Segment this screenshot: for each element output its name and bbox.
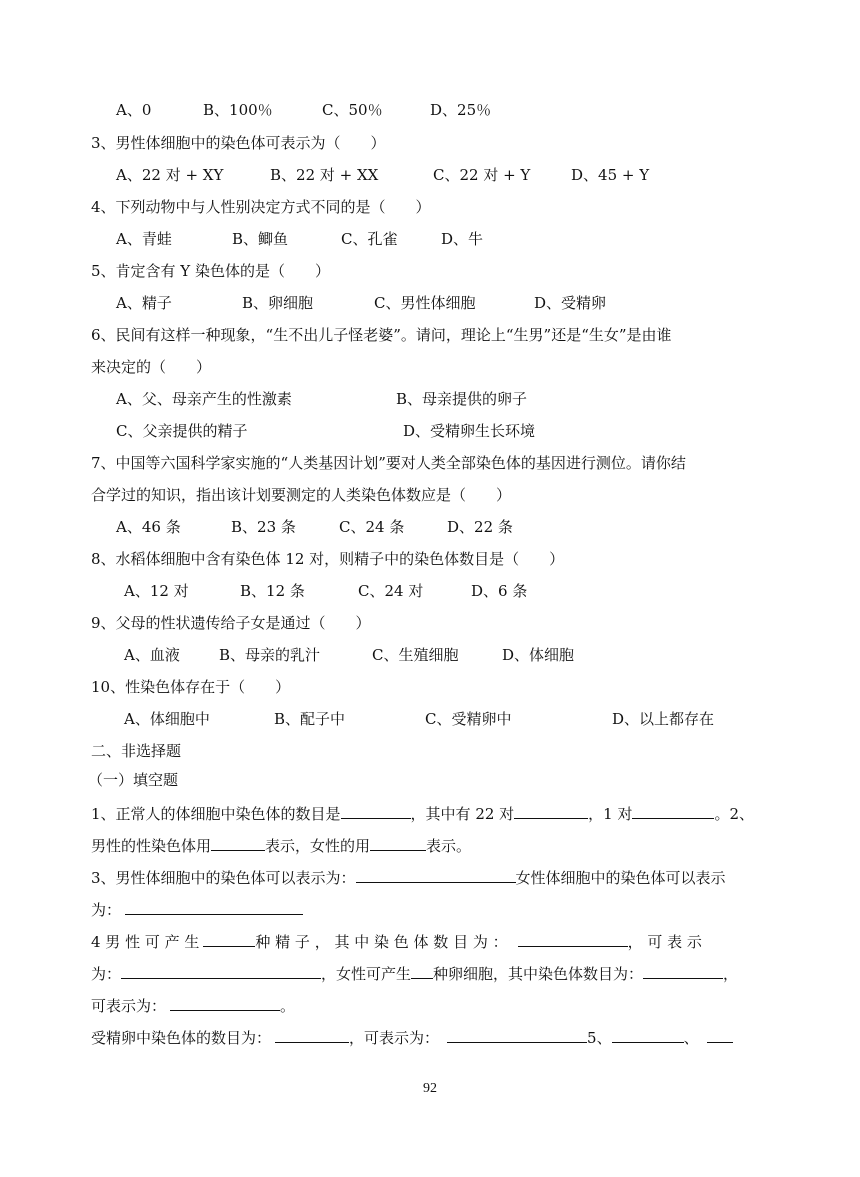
q7-option-d: D、22 条 [447,518,513,536]
q10-option-a: A、体细胞中 [124,710,210,728]
fill-q3-text-b: 女性体细胞中的染色体可以表示 [515,869,726,887]
fill-q5-text-a: 受精卵中染色体的数目为： [91,1029,272,1047]
section-heading: 二、非选择题 [91,742,182,760]
subsection-heading: （一）填空题 [88,771,179,789]
q9-stem: 9、父母的性状遗传给子女是通过（ ） [91,614,371,632]
q7-stem-line1: 7、中国等六国科学家实施的“人类基因计划”要对人类全部染色体的基因进行测位。请你结 [91,454,686,472]
fill-q5-text-d: 、 [683,1029,699,1047]
fill-q4-text-d: 为： [91,965,122,983]
q10-option-c: C、受精卵中 [425,710,512,728]
answer-blank [275,1027,349,1043]
q6-option-c: C、父亲提供的精子 [116,422,248,440]
fill-q2-text-a: 男性的性染色体用 [91,837,212,855]
q7-option-c: C、24 条 [339,518,405,536]
q3-option-b: B、22 对 + XX [270,166,379,184]
answer-blank [643,963,723,979]
fill-q4-text-e: ，女性可产生 [321,965,412,983]
answer-blank [612,1027,684,1043]
answer-blank [411,963,433,979]
q4-option-d: D、牛 [441,230,484,248]
q10-stem: 10、性染色体存在于（ ） [91,678,291,696]
q9-option-d: D、体细胞 [502,646,575,664]
q3-option-c: C、22 对 + Y [433,166,531,184]
fill-q1-line [91,803,754,824]
q5-option-d: D、受精卵 [534,294,607,312]
answer-blank [514,803,588,819]
q5-option-c: C、男性体细胞 [374,294,476,312]
answer-blank [203,931,255,947]
fill-q3-text-a: 3、男性体细胞中的染色体可以表示为： [91,869,356,887]
q6-option-d: D、受精卵生长环境 [403,422,536,440]
fill-q1-text-b: ，其中有 22 对 [410,805,515,823]
fill-q1-text-a: 1、正常人的体细胞中染色体的数目是 [91,805,341,823]
q9-option-b: B、母亲的乳汁 [219,646,321,664]
fill-q1-text-c: ，1 对 [588,805,633,823]
fill-q4-text-c: ， 可 表 示 [627,933,702,951]
answer-blank [707,1027,733,1043]
fill-q4-text-a: 4 男 性 可 产 生 [91,933,200,951]
answer-blank [632,803,714,819]
q2-option-a: A、0 [116,101,152,119]
fill-q5-text-b: ，可表示为： [349,1029,440,1047]
fill-q2-text-b: 表示，女性的用 [265,837,371,855]
q6-options-row2 [116,421,716,441]
fill-q4-line2 [91,963,738,984]
q8-stem: 8、水稻体细胞中含有染色体 12 对，则精子中的染色体数目是（ ） [91,550,565,568]
fill-q4-line1 [91,931,702,952]
q5-option-b: B、卵细胞 [242,294,314,312]
q9-options [124,645,724,665]
q10-option-b: B、配子中 [274,710,346,728]
q4-option-c: C、孔雀 [341,230,398,248]
q5-stem: 5、肯定含有 Y 染色体的是（ ） [91,262,330,280]
fill-q4-text-g: ， [723,965,739,983]
q3-option-d: D、45 + Y [571,166,650,184]
q8-option-d: D、6 条 [471,582,528,600]
answer-blank [447,1027,587,1043]
q7-options [116,517,716,537]
q8-option-b: B、12 条 [240,582,305,600]
q8-option-a: A、12 对 [124,582,189,600]
q8-option-c: C、24 对 [358,582,424,600]
q4-option-b: B、鲫鱼 [232,230,289,248]
fill-q2-line [91,835,471,856]
fill-q4-line3 [91,995,295,1016]
q3-options [116,165,716,185]
q4-option-a: A、青蛙 [116,230,172,248]
fill-q3-line [91,867,726,888]
answer-blank [341,803,411,819]
q6-stem-line1: 6、民间有这样一种现象，“生不出儿子怪老婆”。请问，理论上“生男”还是“生女”是由谁 [91,326,672,344]
q10-option-d: D、以上都存在 [612,710,715,728]
q7-stem-line2: 合学过的知识，指出该计划要测定的人类染色体数应是（ ） [91,486,512,504]
answer-blank [370,835,426,851]
q8-options [124,581,724,601]
q2-option-d: D、25％ [430,101,492,119]
q7-option-a: A、46 条 [116,518,181,536]
fill-q5-text-c: 5、 [587,1029,612,1047]
fill-q4-text-i: 。 [280,997,296,1015]
fill-q1-text-d: 。2、 [714,805,755,823]
fill-q4-text-b: 种 精 子 ， 其 中 染 色 体 数 目 为 ： [255,933,508,951]
q6-option-a: A、父、母亲产生的性激素 [116,390,292,408]
q4-options [116,229,716,249]
answer-blank [121,963,321,979]
q2-options [116,100,716,120]
q5-options [116,293,716,313]
fill-q3-line2 [91,899,303,920]
fill-q4-text-f: 种卵细胞，其中染色体数目为： [433,965,644,983]
answer-blank [211,835,265,851]
q3-stem: 3、男性体细胞中的染色体可表示为（ ） [91,134,386,152]
q10-options [124,709,744,729]
fill-q2-text-c: 表示。 [426,837,472,855]
answer-blank [125,899,303,915]
q9-option-c: C、生殖细胞 [372,646,459,664]
fill-q5-line [91,1027,733,1048]
q7-option-b: B、23 条 [231,518,296,536]
answer-blank [356,867,516,883]
q2-option-c: C、50％ [322,101,383,119]
fill-q3-text-c: 为： [91,901,122,919]
q2-option-b: B、100％ [203,101,273,119]
q3-option-a: A、22 对 + XY [116,166,224,184]
page-number: 92 [423,1081,437,1096]
q6-option-b: B、母亲提供的卵子 [396,390,528,408]
q5-option-a: A、精子 [116,294,172,312]
fill-q4-text-h: 可表示为： [91,997,167,1015]
q9-option-a: A、血液 [124,646,180,664]
q4-stem: 4、下列动物中与人性别决定方式不同的是（ ） [91,198,431,216]
q6-stem-line2: 来决定的（ ） [91,358,212,376]
answer-blank [518,931,628,947]
q6-options-row1 [116,389,716,409]
answer-blank [170,995,280,1011]
